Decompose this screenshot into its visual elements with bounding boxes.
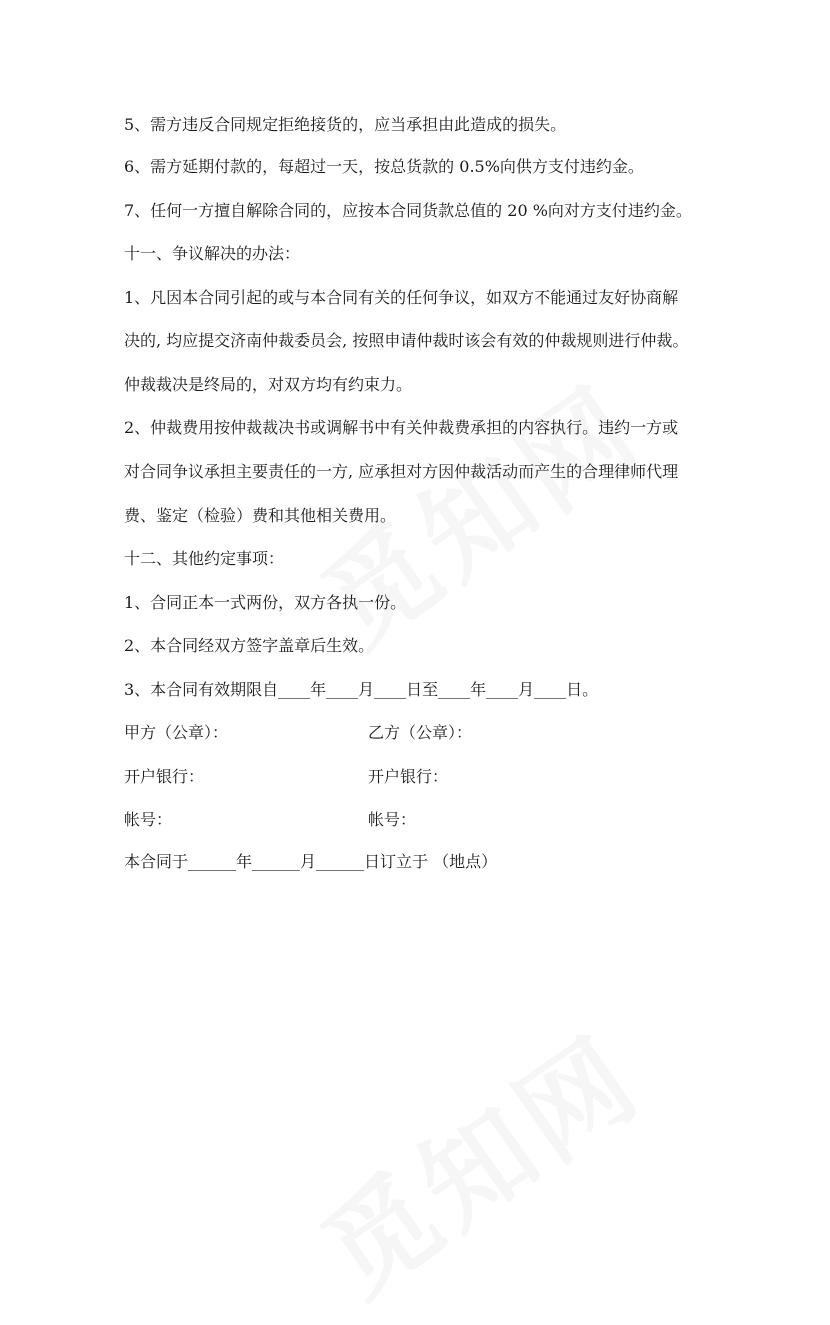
dispute-clause-2-line-2: 对合同争议承担主要责任的一方, 应承担对方因仲裁活动而产生的合理律师代理 [124,462,679,481]
dispute-clause-2-line-3: 费、鉴定（检验）费和其他相关费用。 [124,506,397,525]
dispute-clause-2-line-1: 2、仲裁费用按仲裁裁决书或调解书中有关仲裁费承担的内容执行。违约一方或 [124,418,679,437]
other-clause-1: 1、合同正本一式两份，双方各执一份。 [124,593,407,612]
dispute-clause-1-line-1: 1、凡因本合同引起的或与本合同有关的任何争议，如双方不能通过友好协商解 [124,288,679,307]
other-clause-3: 3、本合同有效期限自____年____月____日至____年____月____日。 [124,680,599,699]
clause-7: 7、任何一方擅自解除合同的，应按本合同货款总值的 20 %向对方支付违约金。 [124,201,692,220]
watermark [287,993,668,1325]
signature-row-party-b [368,723,668,743]
section-11-heading: 十一、争议解决的办法： [124,244,301,263]
party-a-bank-label: 开户银行： [124,767,205,786]
clause-5: 5、需方违反合同规定拒绝接货的，应当承担由此造成的损失。 [124,115,567,134]
signature-row-bank-b [368,767,668,787]
party-b-seal-label: 乙方（公章）： [368,723,473,742]
other-clause-2: 2、本合同经双方签字盖章后生效。 [124,636,375,655]
party-a-seal-label: 甲方（公章）： [124,723,229,742]
party-b-bank-label: 开户银行： [368,767,449,786]
section-12-heading: 十二、其他约定事项： [124,549,285,568]
clause-6: 6、需方延期付款的，每超过一天，按总货款的 0.5%向供方支付违约金。 [124,157,644,176]
signature-row-account-b [368,810,668,830]
dispute-clause-1-line-3: 仲裁裁决是终局的，对双方均有约束力。 [124,375,413,394]
dispute-clause-1-line-2: 决的, 均应提交济南仲裁委员会, 按照申请仲裁时该会有效的仲裁规则进行仲裁。 [124,331,689,350]
party-b-account-label: 帐号： [368,810,417,829]
party-a-account-label: 帐号： [124,810,173,829]
signing-date-place: 本合同于______年______月______日订立于 （地点） [124,852,498,871]
